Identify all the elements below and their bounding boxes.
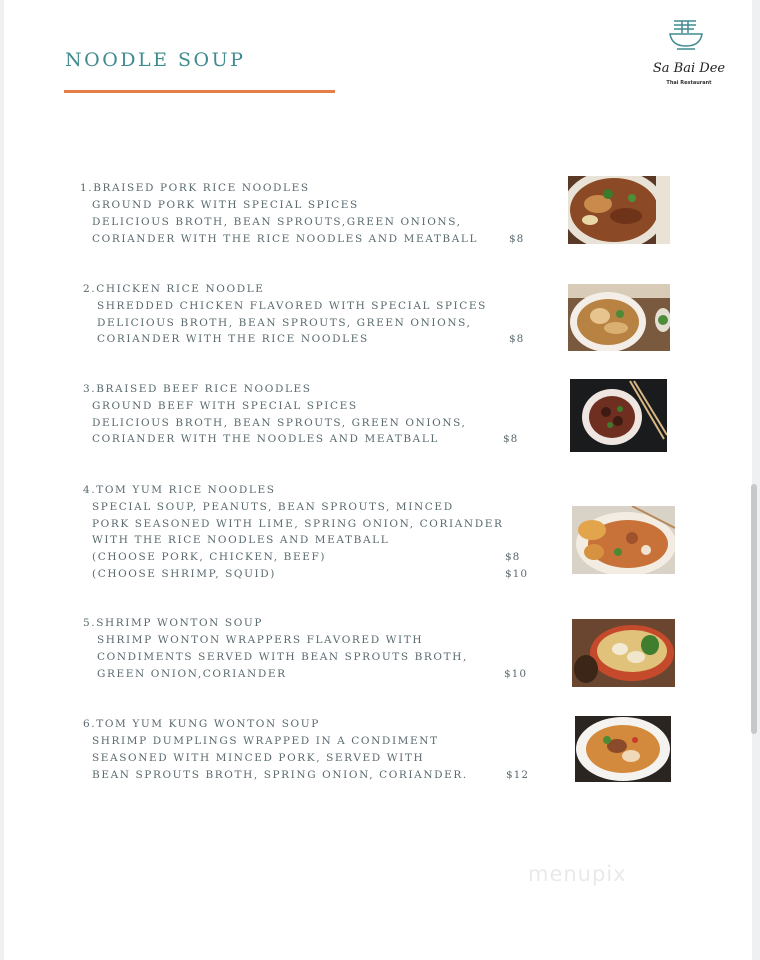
menu-page [4,0,752,960]
braised-pork-noodles-photo [568,176,670,244]
item-description-line: CORIANDER WITH THE NOODLES AND MEATBALL [92,433,439,445]
item-price: $10 [504,668,528,680]
item-price: $8 [503,433,519,445]
item-price: $10 [505,568,529,580]
item-description-line: CORIANDER WITH THE RICE NOODLES [97,333,369,345]
tom-yum-kung-wonton-soup-photo [575,716,671,782]
item-description-line: WITH THE RICE NOODLES AND MEATBALL [92,534,390,546]
item-description-line: SHRIMP WONTON WRAPPERS FLAVORED WITH [97,634,424,646]
item-title: 1.BRAISED PORK RICE NOODLES [80,182,310,194]
item-description-line: DELICIOUS BROTH, BEAN SPROUTS, GREEN ONIONS, [92,417,467,429]
chicken-noodle-photo [568,284,670,351]
title-underline [64,90,335,93]
shrimp-wonton-soup-photo [572,619,675,687]
item-description-line: SPECIAL SOUP, PEANUTS, BEAN SPROUTS, MINCED [92,501,454,513]
watermark: menupix [528,862,627,886]
item-description-line: DELICIOUS BROTH, BEAN SPROUTS,GREEN ONIONS, [92,216,462,228]
item-description-line: BEAN SPROUTS BROTH, SPRING ONION, CORIANDER. [92,769,468,781]
page-title: NOODLE SOUP [65,49,246,71]
item-option-line: (CHOOSE SHRIMP, SQUID) [92,568,276,580]
braised-beef-noodles-photo [570,379,667,452]
item-price: $8 [509,333,525,345]
item-title: 6.TOM YUM KUNG WONTON SOUP [83,718,320,730]
item-price: $12 [506,769,530,781]
scrollbar[interactable] [751,484,757,734]
item-description-line: SHRIMP DUMPLINGS WRAPPED IN A CONDIMENT [92,735,439,747]
item-description-line: PORK SEASONED WITH LIME, SPRING ONION, CORIANDER [92,518,504,530]
tom-yum-noodles-photo [572,506,675,574]
item-description-line: CORIANDER WITH THE RICE NOODLES AND MEATBALL [92,233,479,245]
item-description-line: GROUND PORK WITH SPECIAL SPICES [92,199,359,211]
item-description-line: GROUND BEEF WITH SPECIAL SPICES [92,400,358,412]
logo-name: Sa Bai Dee [652,61,726,76]
item-title: 2.CHICKEN RICE NOODLE [83,283,265,295]
item-price: $8 [505,551,521,563]
item-description-line: SEASONED WITH MINCED PORK, SERVED WITH [92,752,425,764]
item-title: 5.SHRIMP WONTON SOUP [83,617,264,629]
item-price: $8 [509,233,525,245]
item-description-line: DELICIOUS BROTH, BEAN SPROUTS, GREEN ONIONS, [97,317,472,329]
item-title: 3.BRAISED BEEF RICE NOODLES [83,383,312,395]
item-title: 4.TOM YUM RICE NOODLES [83,484,276,496]
item-description-line: SHREDDED CHICKEN FLAVORED WITH SPECIAL SPICES [97,300,487,312]
item-option-line: (CHOOSE PORK, CHICKEN, BEEF) [92,551,327,563]
item-description-line: GREEN ONION,CORIANDER [97,668,287,680]
restaurant-logo [644,18,724,90]
item-description-line: CONDIMENTS SERVED WITH BEAN SPROUTS BROTH, [97,651,468,663]
logo-tagline: Thai Restaurant [666,80,712,86]
noodle-bowl-icon [668,18,704,50]
